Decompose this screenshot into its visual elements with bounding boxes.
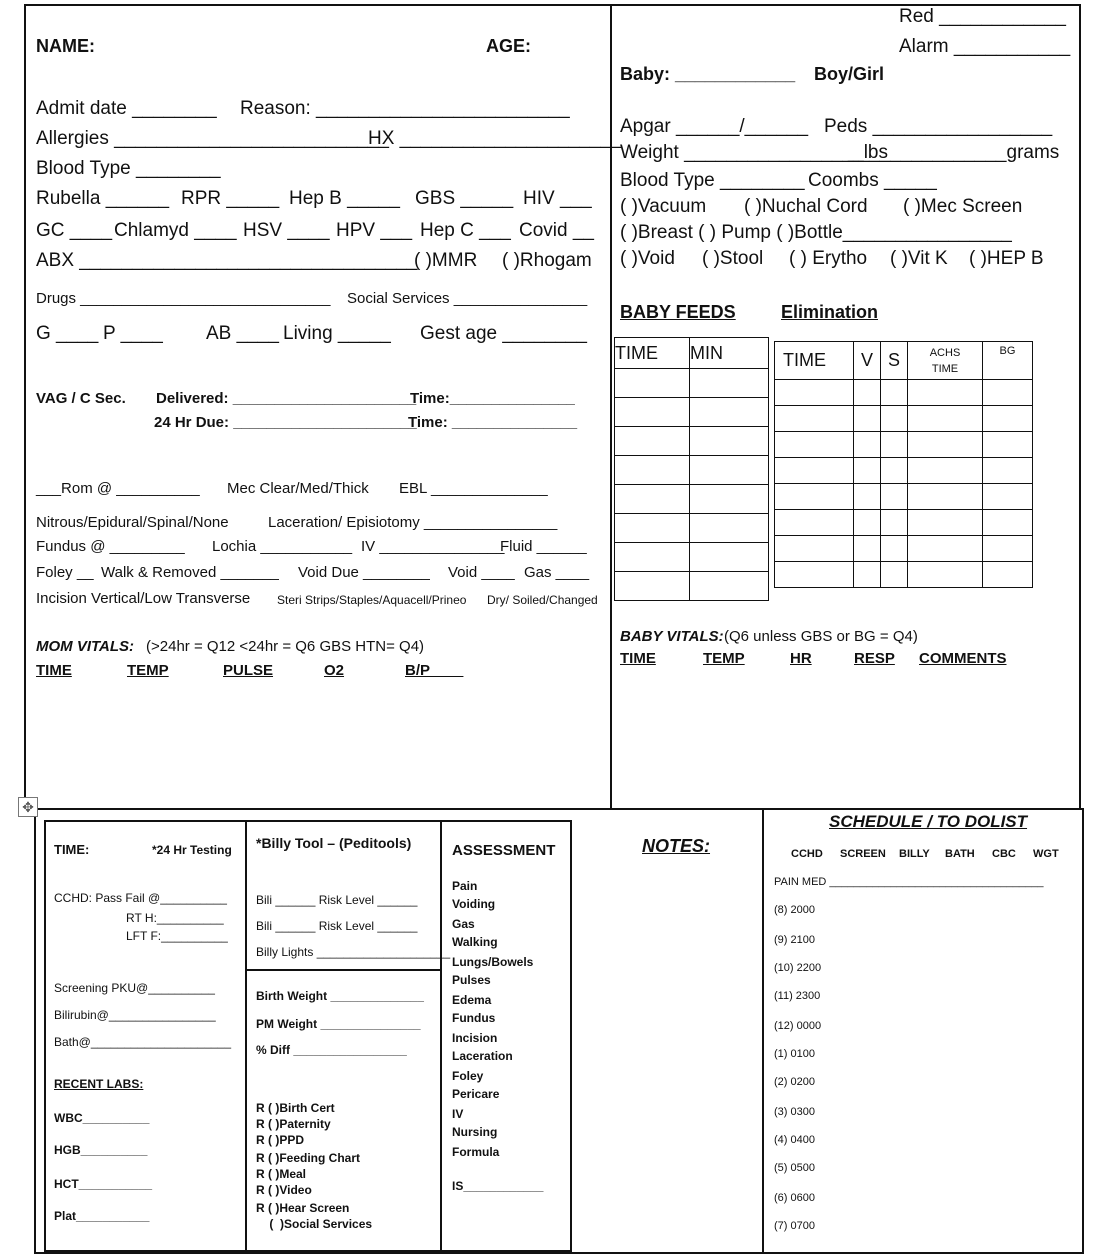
table-cell[interactable] bbox=[775, 484, 854, 510]
table-cell[interactable] bbox=[881, 510, 908, 536]
steri-label: Steri Strips/Staples/Aquacell/Prineo bbox=[277, 593, 467, 607]
vacuum-checkbox[interactable]: ( )Vacuum bbox=[620, 196, 707, 217]
table-cell[interactable] bbox=[690, 485, 769, 514]
sched-col-wgt: WGT bbox=[1033, 848, 1059, 860]
schedule-time-row: (6) 0600 bbox=[774, 1192, 815, 1204]
table-cell[interactable] bbox=[615, 456, 690, 485]
mv-col-pulse: PULSE bbox=[223, 662, 274, 679]
assessment-item: Pulses bbox=[452, 973, 491, 987]
mv-col-time: TIME bbox=[36, 662, 72, 679]
mv-col-o2: O2 bbox=[324, 662, 345, 679]
time-field-1[interactable]: Time:_______________ bbox=[410, 390, 575, 407]
table-cell[interactable] bbox=[615, 398, 690, 427]
schedule-heading: SCHEDULE / TO DOLIST bbox=[829, 812, 1028, 831]
feeding-type-checkboxes[interactable]: ( )Breast ( ) Pump ( )Bottle________________ bbox=[620, 222, 1012, 243]
assessment-item: Gas bbox=[452, 917, 475, 931]
boy-girl-label[interactable]: Boy/Girl bbox=[814, 64, 885, 84]
mec-label: Mec Clear/Med/Thick bbox=[227, 480, 369, 497]
elim-col-time: TIME bbox=[775, 342, 854, 380]
checklist-item[interactable]: R ( )Birth Cert bbox=[256, 1101, 335, 1115]
baby-vitals-label: BABY VITALS: bbox=[620, 628, 724, 645]
admit-field[interactable]: Admit date ________ bbox=[36, 98, 217, 119]
pct-diff-field[interactable]: % Diff _________________ bbox=[256, 1043, 407, 1057]
dry-label: Dry/ Soiled/Changed bbox=[487, 593, 598, 607]
bilirubin-field[interactable]: Bilirubin@________________ bbox=[54, 1008, 216, 1022]
table-cell[interactable] bbox=[854, 406, 881, 432]
assessment-heading: ASSESSMENT bbox=[452, 842, 556, 859]
table-cell[interactable] bbox=[690, 427, 769, 456]
mv-col-bp: B/P____ bbox=[405, 662, 464, 679]
sched-col-screen: SCREEN bbox=[840, 848, 886, 860]
reason-field[interactable]: Reason: ________________________ bbox=[240, 98, 570, 119]
chlamyd-field[interactable]: Chlamyd ____ bbox=[114, 220, 237, 241]
coombs-field[interactable]: Coombs _____ bbox=[808, 170, 937, 191]
lftf-field[interactable]: LFT F:__________ bbox=[126, 929, 228, 943]
table-cell[interactable] bbox=[854, 562, 881, 588]
sched-col-billy: BILLY bbox=[899, 848, 930, 860]
assessment-item: Pain bbox=[452, 879, 478, 893]
elimination-table bbox=[774, 341, 1033, 588]
table-cell[interactable] bbox=[615, 427, 690, 456]
vitk-checkbox[interactable]: ( )Vit K bbox=[890, 248, 948, 269]
gc-field[interactable]: GC ____ bbox=[36, 220, 113, 241]
table-cell[interactable] bbox=[881, 432, 908, 458]
mom-vitals-schedule: (>24hr = Q12 <24hr = Q6 GBS HTN= Q4) bbox=[146, 638, 425, 655]
elim-col-s: S bbox=[881, 342, 908, 380]
table-cell[interactable] bbox=[690, 543, 769, 572]
table-cell[interactable] bbox=[690, 514, 769, 543]
erytho-checkbox[interactable]: ( ) Erytho bbox=[789, 248, 868, 269]
assessment-item: Incision bbox=[452, 1031, 498, 1045]
table-cell[interactable] bbox=[690, 456, 769, 485]
testing-label: *24 Hr Testing bbox=[152, 843, 232, 857]
checklist-item[interactable]: R ( )Feeding Chart bbox=[256, 1151, 360, 1165]
table-cell[interactable] bbox=[881, 484, 908, 510]
p-field[interactable]: P ____ bbox=[103, 323, 163, 344]
assessment-item: Pericare bbox=[452, 1087, 500, 1101]
table-cell[interactable] bbox=[854, 536, 881, 562]
hpv-field[interactable]: HPV ___ bbox=[336, 220, 413, 241]
assessment-item: Walking bbox=[452, 935, 498, 949]
table-cell[interactable] bbox=[881, 562, 908, 588]
table-cell[interactable] bbox=[908, 536, 983, 562]
assessment-item: Laceration bbox=[452, 1049, 513, 1063]
checklist-item[interactable]: R ( )Meal bbox=[256, 1167, 307, 1181]
recent-labs-heading: RECENT LABS: bbox=[54, 1077, 144, 1091]
table-cell[interactable] bbox=[690, 398, 769, 427]
table-cell[interactable] bbox=[775, 458, 854, 484]
weight-field[interactable]: Weight _________________lbs bbox=[620, 142, 888, 163]
lochia-field[interactable]: Lochia ___________ bbox=[212, 538, 353, 555]
baby-blood-type-field[interactable]: Blood Type ________ bbox=[620, 170, 805, 191]
rhogam-checkbox[interactable]: ( )Rhogam bbox=[502, 250, 592, 271]
table-cell[interactable] bbox=[775, 380, 854, 406]
feeds-col-min: MIN bbox=[690, 338, 769, 369]
elimination-heading: Elimination bbox=[781, 302, 879, 322]
hepc-field[interactable]: Hep C ___ bbox=[420, 220, 511, 241]
bv-col-resp: RESP bbox=[854, 650, 895, 667]
bath-field[interactable]: Bath@_____________________ bbox=[54, 1035, 232, 1049]
billy-divider bbox=[245, 969, 441, 971]
allergies-field[interactable]: Allergies __________________________ bbox=[36, 128, 389, 149]
age-label: AGE: bbox=[486, 36, 531, 56]
vag-csec-label: VAG / C Sec. bbox=[36, 390, 126, 407]
hx-field[interactable]: HX _____________________ bbox=[368, 128, 622, 149]
bili-field-1[interactable]: Bili ______ Risk Level ______ bbox=[256, 893, 418, 907]
checklist-item[interactable]: ( )Social Services bbox=[256, 1217, 373, 1231]
birth-weight-field[interactable]: Birth Weight ______________ bbox=[256, 989, 424, 1003]
pain-med-field[interactable]: PAIN MED ___________________________________ bbox=[774, 876, 1044, 888]
schedule-divider bbox=[762, 808, 764, 1254]
covid-field[interactable]: Covid __ bbox=[519, 220, 594, 241]
hiv-field[interactable]: HIV ___ bbox=[523, 188, 592, 209]
table-cell[interactable] bbox=[775, 432, 854, 458]
baby-field[interactable]: Baby: ____________ bbox=[620, 64, 796, 84]
table-cell[interactable] bbox=[615, 543, 690, 572]
table-cell[interactable] bbox=[854, 510, 881, 536]
mmr-checkbox[interactable]: ( )MMR bbox=[414, 250, 478, 271]
table-cell[interactable] bbox=[908, 458, 983, 484]
table-cell[interactable] bbox=[908, 562, 983, 588]
assessment-item: Fundus bbox=[452, 1011, 496, 1025]
schedule-time-row: (5) 0500 bbox=[774, 1162, 815, 1174]
gbs-field[interactable]: GBS _____ bbox=[415, 188, 514, 209]
sched-col-cchd: CCHD bbox=[791, 848, 823, 860]
table-cell[interactable] bbox=[983, 406, 1033, 432]
void-checkbox[interactable]: ( )Void bbox=[620, 248, 675, 269]
bv-col-temp: TEMP bbox=[703, 650, 745, 667]
top-divider bbox=[610, 4, 612, 810]
schedule-time-row: (11) 2300 bbox=[774, 990, 821, 1002]
pku-field[interactable]: Screening PKU@__________ bbox=[54, 981, 215, 995]
schedule-time-row: (10) 2200 bbox=[774, 962, 822, 974]
table-cell[interactable] bbox=[854, 458, 881, 484]
schedule-time-row: (9) 2100 bbox=[774, 934, 815, 946]
hgb-field[interactable]: HGB__________ bbox=[54, 1143, 148, 1157]
blood-type-field[interactable]: Blood Type ________ bbox=[36, 158, 221, 179]
void-field[interactable]: Void ____ bbox=[448, 564, 515, 581]
time-label: TIME: bbox=[54, 842, 90, 857]
table-cell[interactable] bbox=[854, 432, 881, 458]
assessment-item: Nursing bbox=[452, 1125, 498, 1139]
laceration-field[interactable]: Laceration/ Episiotomy ________________ bbox=[268, 514, 558, 531]
alarm-field[interactable]: Alarm ___________ bbox=[899, 36, 1071, 57]
elim-col-achs bbox=[908, 342, 983, 380]
living-field[interactable]: Living _____ bbox=[283, 323, 391, 344]
bv-col-comments: COMMENTS bbox=[919, 650, 1007, 667]
table-cell[interactable] bbox=[908, 380, 983, 406]
void-due-field[interactable]: Void Due ________ bbox=[298, 564, 430, 581]
table-cell[interactable] bbox=[983, 536, 1033, 562]
assessment-item: Edema bbox=[452, 993, 492, 1007]
bl-divider-2 bbox=[440, 820, 442, 1252]
checklist-item[interactable]: R ( )Video bbox=[256, 1183, 312, 1197]
gas-field[interactable]: Gas ____ bbox=[524, 564, 590, 581]
schedule-time-row: (12) 0000 bbox=[774, 1020, 822, 1032]
pm-weight-field[interactable]: PM Weight _______________ bbox=[256, 1017, 421, 1031]
ebl-field[interactable]: EBL ______________ bbox=[399, 480, 548, 497]
table-cell[interactable] bbox=[775, 510, 854, 536]
checklist-item[interactable]: R ( )Paternity bbox=[256, 1117, 331, 1131]
checklist-item[interactable]: R ( )PPD bbox=[256, 1133, 304, 1147]
move-handle-icon[interactable]: ✥ bbox=[18, 797, 38, 817]
table-cell[interactable] bbox=[983, 458, 1033, 484]
stool-checkbox[interactable]: ( )Stool bbox=[702, 248, 764, 269]
assessment-item: IV bbox=[452, 1107, 464, 1121]
fluid-field[interactable]: Fluid ______ bbox=[500, 538, 587, 555]
social-services-field[interactable]: Social Services ________________ bbox=[347, 290, 588, 307]
iv-field[interactable]: IV _______________ bbox=[361, 538, 505, 555]
table-cell[interactable] bbox=[983, 432, 1033, 458]
table-cell[interactable] bbox=[908, 510, 983, 536]
nuchal-cord-checkbox[interactable]: ( )Nuchal Cord bbox=[744, 196, 868, 217]
hsv-field[interactable]: HSV ____ bbox=[243, 220, 330, 241]
wbc-field[interactable]: WBC__________ bbox=[54, 1111, 150, 1125]
hct-field[interactable]: HCT___________ bbox=[54, 1177, 153, 1191]
sched-col-cbc: CBC bbox=[992, 848, 1016, 860]
table-cell[interactable] bbox=[881, 458, 908, 484]
peds-field[interactable]: Peds _________________ bbox=[824, 116, 1053, 137]
table-cell[interactable] bbox=[775, 562, 854, 588]
table-cell[interactable] bbox=[775, 406, 854, 432]
table-cell[interactable] bbox=[854, 380, 881, 406]
bl-divider-1 bbox=[245, 820, 247, 1252]
billy-tool-heading: *Billy Tool – (Peditools) bbox=[256, 835, 412, 851]
abx-field[interactable]: ABX ________________________________ bbox=[36, 250, 418, 271]
feeds-col-time: TIME bbox=[615, 338, 690, 369]
schedule-time-row: (2) 0200 bbox=[774, 1076, 815, 1088]
table-cell[interactable] bbox=[908, 484, 983, 510]
grams-field[interactable]: _______________grams bbox=[848, 142, 1060, 163]
table-cell[interactable] bbox=[983, 562, 1033, 588]
assessment-item: Foley bbox=[452, 1069, 484, 1083]
hepb-checkbox[interactable]: ( )HEP B bbox=[969, 248, 1044, 269]
achs-label: ACHS bbox=[929, 346, 961, 359]
mec-screen-checkbox[interactable]: ( )Mec Screen bbox=[903, 196, 1023, 217]
assessment-item: Formula bbox=[452, 1145, 500, 1159]
elim-col-bg: BG bbox=[983, 342, 1033, 380]
table-cell[interactable] bbox=[775, 536, 854, 562]
drugs-field[interactable]: Drugs ______________________________ bbox=[36, 290, 331, 307]
gest-age-field[interactable]: Gest age ________ bbox=[420, 323, 587, 344]
g-field[interactable]: G ____ bbox=[36, 323, 99, 344]
rom-field[interactable]: ___Rom @ __________ bbox=[36, 480, 200, 497]
schedule-time-row: (1) 0100 bbox=[774, 1048, 815, 1060]
table-cell[interactable] bbox=[615, 572, 690, 601]
bili-field-2[interactable]: Bili ______ Risk Level ______ bbox=[256, 919, 418, 933]
table-cell[interactable] bbox=[690, 369, 769, 398]
cchd-field[interactable]: CCHD: Pass Fail @__________ bbox=[54, 891, 227, 905]
time-field-2[interactable]: Time: _______________ bbox=[408, 414, 578, 431]
rpr-field[interactable]: RPR _____ bbox=[181, 188, 280, 209]
foley-field[interactable]: Foley __ bbox=[36, 564, 94, 581]
bv-col-time: TIME bbox=[620, 650, 656, 667]
mom-vitals-label: MOM VITALS: bbox=[36, 638, 135, 655]
walk-removed-field[interactable]: Walk & Removed _______ bbox=[101, 564, 279, 581]
table-cell[interactable] bbox=[908, 406, 983, 432]
table-cell[interactable] bbox=[615, 485, 690, 514]
name-label: NAME: bbox=[36, 36, 95, 56]
table-cell[interactable] bbox=[854, 484, 881, 510]
mv-col-temp: TEMP bbox=[127, 662, 169, 679]
billy-lights-field[interactable]: Billy Lights ____________________ bbox=[256, 945, 451, 959]
baby-feeds-heading: BABY FEEDS bbox=[620, 302, 736, 322]
apgar-field[interactable]: Apgar ______/______ bbox=[620, 116, 809, 137]
sched-col-bath: BATH bbox=[945, 848, 975, 860]
fundus-field[interactable]: Fundus @ _________ bbox=[36, 538, 185, 555]
table-cell[interactable] bbox=[908, 432, 983, 458]
elim-col-v: V bbox=[854, 342, 881, 380]
table-cell[interactable] bbox=[983, 380, 1033, 406]
table-cell[interactable] bbox=[881, 380, 908, 406]
schedule-time-row: (4) 0400 bbox=[774, 1134, 815, 1146]
achs-time-label: TIME bbox=[931, 362, 959, 375]
table-cell[interactable] bbox=[881, 536, 908, 562]
assessment-item: Voiding bbox=[452, 897, 496, 911]
table-cell[interactable] bbox=[983, 484, 1033, 510]
notes-heading: NOTES: bbox=[642, 836, 711, 856]
plat-field[interactable]: Plat___________ bbox=[54, 1209, 150, 1223]
schedule-time-row: (8) 2000 bbox=[774, 904, 815, 916]
incision-label: Incision Vertical/Low Transverse bbox=[36, 590, 251, 607]
hepb-field[interactable]: Hep B _____ bbox=[289, 188, 400, 209]
table-cell[interactable] bbox=[690, 572, 769, 601]
baby-vitals-schedule: (Q6 unless GBS or BG = Q4) bbox=[724, 628, 918, 645]
rubella-field[interactable]: Rubella ______ bbox=[36, 188, 170, 209]
schedule-time-row: (3) 0300 bbox=[774, 1106, 815, 1118]
assessment-item: Lungs/Bowels bbox=[452, 955, 534, 969]
due-24-field[interactable]: 24 Hr Due: ______________________ bbox=[154, 414, 417, 431]
schedule-time-row: (7) 0700 bbox=[774, 1220, 815, 1232]
baby-feeds-table bbox=[614, 337, 769, 601]
rth-field[interactable]: RT H:__________ bbox=[126, 911, 224, 925]
table-cell[interactable] bbox=[615, 369, 690, 398]
nitrous-label: Nitrous/Epidural/Spinal/None bbox=[36, 514, 229, 531]
red-field[interactable]: Red ____________ bbox=[899, 6, 1066, 27]
bv-col-hr: HR bbox=[790, 650, 812, 667]
table-cell[interactable] bbox=[881, 406, 908, 432]
ab-field[interactable]: AB ____ bbox=[206, 323, 279, 344]
checklist-item[interactable]: R ( )Hear Screen bbox=[256, 1201, 350, 1215]
delivered-field[interactable]: Delivered: ______________________ bbox=[156, 390, 417, 407]
table-cell[interactable] bbox=[983, 510, 1033, 536]
table-cell[interactable] bbox=[615, 514, 690, 543]
is-field[interactable]: IS____________ bbox=[452, 1179, 544, 1193]
